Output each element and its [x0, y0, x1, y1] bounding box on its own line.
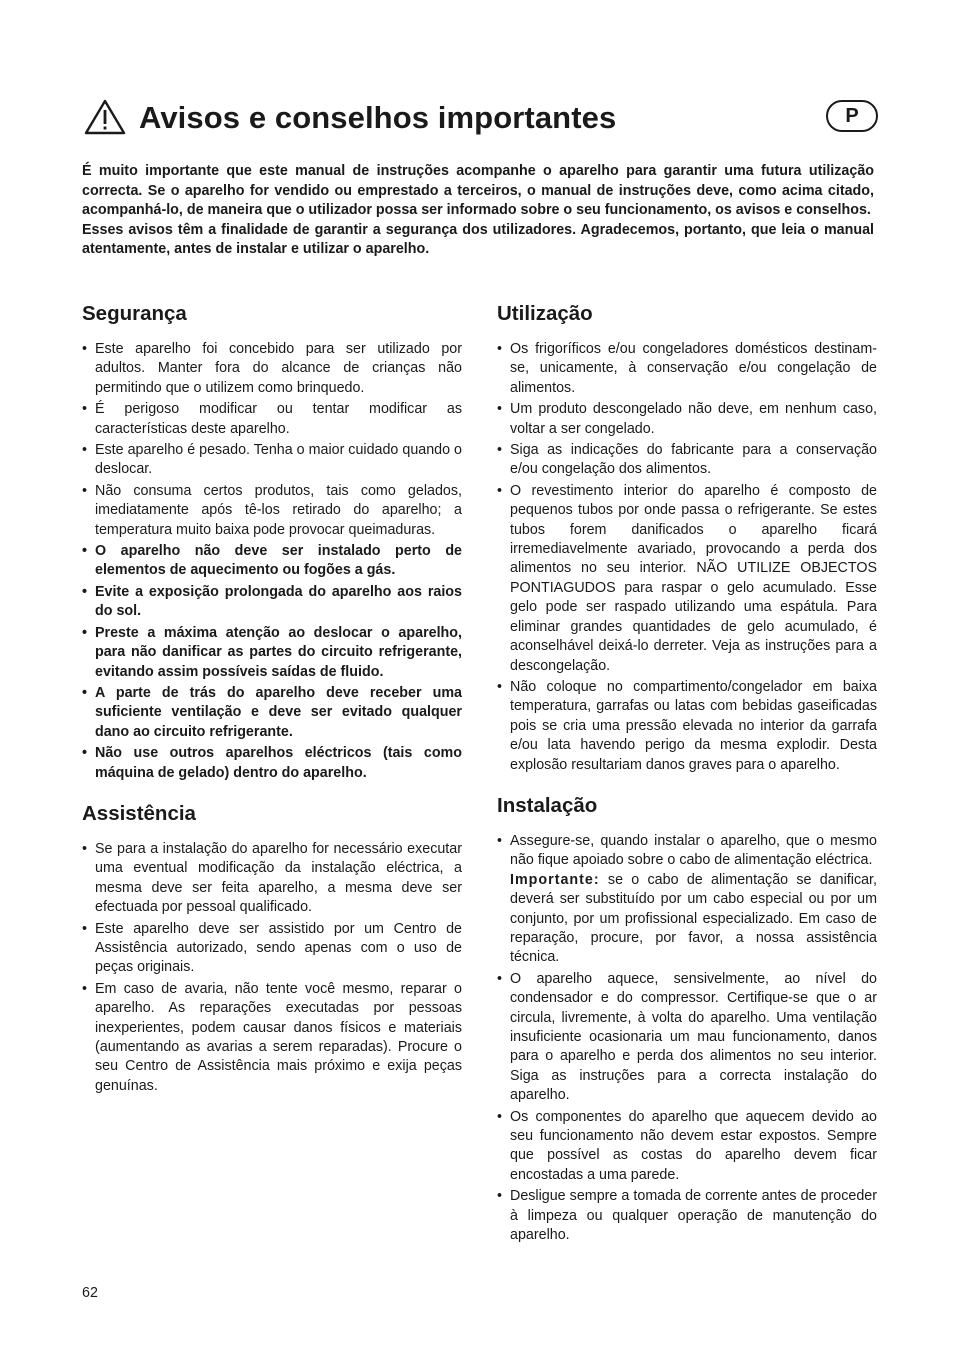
- important-text: se o cabo de alimentação se danificar, deverá ser substituído por um cabo especial ou por um conjunto, por um profissional especializado. Em caso de reparação, procure, por favor, a nossa assistência técnica.: [510, 871, 877, 966]
- intro-paragraph: É muito importante que este manual de instruções acompanhe o aparelho para garantir uma futura utilização correcta. Se o aparelho for vendido ou emprestado a terceiros, o manual de instruções deve, como acima citado, acompanhá-lo, de maneira que o utilizador possa ser informado sobre o seu funcionamento, os avisos e conselhos.: [82, 163, 874, 218]
- intro-text: [82, 162, 874, 260]
- section-utilizacao: [497, 300, 877, 775]
- important-note: [510, 871, 877, 968]
- list-item: [497, 832, 877, 968]
- bullet-list: [82, 840, 462, 1096]
- page-title: Avisos e conselhos importantes: [139, 100, 617, 135]
- section-assistencia: [82, 800, 462, 1096]
- list-item: • Siga as indicações do fabricante para a conservação e/ou congelação dos alimentos.: [497, 441, 877, 480]
- list-item: • Os frigoríficos e/ou congeladores domésticos destinam-se, unicamente, à conservação e/ou congelação de alimentos.: [497, 340, 877, 398]
- list-item: • Evite a exposição prolongada do aparelho aos raios do sol.: [82, 583, 462, 622]
- page-number: 62: [82, 1285, 98, 1301]
- list-item: • O aparelho não deve ser instalado perto de elementos de aquecimento ou fogões a gás.: [82, 542, 462, 581]
- warning-triangle-icon: [84, 99, 126, 135]
- bullet-list: [82, 340, 462, 783]
- intro-paragraph: Esses avisos têm a finalidade de garantir a segurança dos utilizadores. Agradecemos, portanto, que leia o manual atentamente, antes de instalar e utilizar o aparelho.: [82, 221, 874, 257]
- page-header: [82, 96, 878, 152]
- list-item: • Desligue sempre a tomada de corrente antes de proceder à limpeza ou qualquer operação de manutenção do aparelho.: [497, 1187, 877, 1245]
- section-heading: Utilização: [497, 302, 593, 325]
- section-seguranca: [82, 300, 462, 783]
- section-heading: Segurança: [82, 302, 187, 325]
- list-item: • O revestimento interior do aparelho é composto de pequenos tubos por onde passa o refrigerante. Se estes tubos forem danificados o aparelho ficará irremediavelmente avariado, provocando a perda dos alimentos no seu interior. NÃO UTILIZE OBJECTOS PONTIAGUDOS para raspar o gelo acumulado. Esse gelo pode ser raspado utilizando uma espátula. Para eliminar grandes quantidades de gelo acumulado, é aconselhável deixá-lo derreter. Veja as instruções para a descongelação.: [497, 482, 877, 676]
- list-item: • Um produto descongelado não deve, em nenhum caso, voltar a ser congelado.: [497, 400, 877, 439]
- bullet-list: [497, 832, 877, 1246]
- list-item: • Preste a máxima atenção ao deslocar o aparelho, para não danificar as partes do circuito refrigerante, evitando assim possíveis saídas de fluido.: [82, 624, 462, 682]
- list-item-text: Assegure-se, quando instalar o aparelho, que o mesmo não fique apoiado sobre o cabo de alimentação eléctrica.: [510, 832, 877, 869]
- list-item: • Os componentes do aparelho que aquecem devido ao seu funcionamento não devem estar expostos. Sempre que possível as costas do aparelho devem ficar encostadas a uma parede.: [497, 1108, 877, 1186]
- list-item: • Não coloque no compartimento/congelador em baixa temperatura, garrafas ou latas com bebidas gaseificadas pois se cria uma pressão elevada no interior da garrafa e/ou lata havendo perigo da mesma explodir. Desta explosão resultariam danos graves para o aparelho.: [497, 678, 877, 775]
- section-heading: Assistência: [82, 801, 196, 825]
- left-column: [82, 300, 462, 1113]
- list-item: • Este aparelho é pesado. Tenha o maior cuidado quando o deslocar.: [82, 441, 462, 480]
- list-item: • Se para a instalação do aparelho for necessário executar uma eventual modificação da instalação eléctrica, a mesma deve ser feita aparelho, a mesma deve ser efectuada por pessoal qualificado.: [82, 840, 462, 918]
- section-heading: Instalação: [497, 793, 598, 817]
- important-label: Importante:: [510, 871, 600, 888]
- list-item: • Este aparelho deve ser assistido por um Centro de Assistência autorizado, sendo apenas com o uso de peças originais.: [82, 920, 462, 978]
- language-badge: P: [826, 100, 878, 132]
- section-instalacao: [497, 792, 877, 1246]
- list-item: • É perigoso modificar ou tentar modificar as características deste aparelho.: [82, 400, 462, 439]
- list-item: • Em caso de avaria, não tente você mesmo, reparar o aparelho. As reparações executadas por pessoas inexperientes, podem causar danos físicos e materiais (aumentando as avarias a serem reparadas). Procure o seu Centro de Assistência mais próximo e exija peças genuínas.: [82, 980, 462, 1096]
- list-item: • A parte de trás do aparelho deve receber uma suficiente ventilação e deve ser evitado qualquer dano ao circuito refrigerante.: [82, 684, 462, 742]
- bullet-list: [497, 340, 877, 775]
- list-item: • O aparelho aquece, sensivelmente, ao nível do condensador e do compressor. Certifique-se que o ar circula, livremente, à volta do aparelho. Uma ventilação insuficiente ocasionaria um mau funcionamento, danos para o aparelho e perda dos alimentos no seu interior. Siga as instruções para a correcta instalação do aparelho.: [497, 970, 877, 1106]
- list-item: • Este aparelho foi concebido para ser utilizado por adultos. Manter fora do alcance de crianças não permitindo que o utilizem como brinquedo.: [82, 340, 462, 398]
- list-item: • Não consuma certos produtos, tais como gelados, imediatamente após tê-los retirado do aparelho; a temperatura muito baixa pode provocar queimaduras.: [82, 482, 462, 540]
- list-item: • Não use outros aparelhos eléctricos (tais como máquina de gelado) dentro do aparelho.: [82, 744, 462, 783]
- right-column: [497, 300, 877, 1262]
